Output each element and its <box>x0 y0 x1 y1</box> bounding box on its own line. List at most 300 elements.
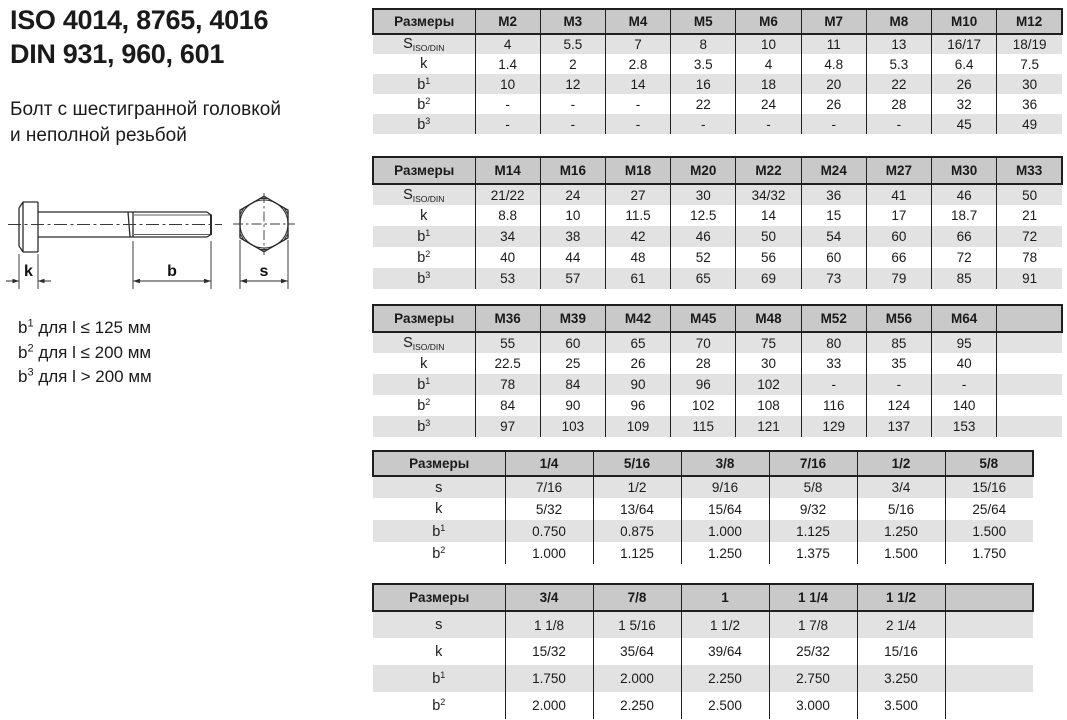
value-cell: 9/16 <box>681 476 769 498</box>
table-row <box>373 332 1062 353</box>
value-cell-empty <box>945 638 1033 665</box>
column-header: M24 <box>801 157 866 184</box>
value-cell: 30 <box>671 184 736 205</box>
value-cell: 14 <box>605 74 670 94</box>
value-cell: 2.250 <box>593 692 681 719</box>
column-header: 1 <box>681 584 769 611</box>
footnote-b2: $b^2$ для l ≤ 200 мм <box>18 341 152 362</box>
value-cell: 57 <box>540 268 605 289</box>
row-label: $b^2$ <box>373 395 475 416</box>
column-header: M12 <box>997 9 1062 34</box>
value-cell: 36 <box>801 184 866 205</box>
value-cell: 6.4 <box>932 54 997 74</box>
value-cell: 42 <box>605 226 670 247</box>
value-cell: 54 <box>801 226 866 247</box>
row-label: k <box>373 638 505 665</box>
value-cell: 66 <box>932 226 997 247</box>
header-label: Размеры <box>373 451 505 476</box>
footnote-b1: $b^1$ для l ≤ 125 мм <box>18 317 152 337</box>
value-cell: 1.000 <box>681 520 769 542</box>
value-cell: 75 <box>736 332 801 353</box>
column-header: 5/16 <box>593 451 681 476</box>
arrow-left-icon <box>133 279 140 284</box>
left-column <box>10 4 366 150</box>
column-header: M45 <box>671 305 736 332</box>
column-header: M64 <box>932 305 997 332</box>
dimension-s <box>240 240 288 289</box>
value-cell: 84 <box>475 395 540 416</box>
value-cell: 84 <box>540 374 605 395</box>
dimension-k <box>6 254 51 289</box>
value-cell: 78 <box>997 247 1062 268</box>
column-header-empty <box>945 584 1033 611</box>
subtitle-line-2: и неполной резьбой <box>10 125 187 147</box>
value-cell: 103 <box>540 416 605 437</box>
value-cell: 1.4 <box>475 54 540 74</box>
value-cell: 18 <box>736 74 801 94</box>
value-cell: 60 <box>540 332 605 353</box>
table-row <box>373 498 1033 520</box>
value-cell: 50 <box>997 184 1062 205</box>
table-row <box>373 114 1062 134</box>
header-label: Размеры <box>373 9 475 34</box>
row-label: $S_{ISO/DIN}$ <box>373 332 475 353</box>
value-cell: 41 <box>866 184 931 205</box>
value-cell: 3.5 <box>671 54 736 74</box>
value-cell: 65 <box>605 332 670 353</box>
column-header: 3/8 <box>681 451 769 476</box>
value-cell: 97 <box>475 416 540 437</box>
value-cell: 40 <box>475 247 540 268</box>
value-cell: 35 <box>866 353 931 374</box>
value-cell-empty <box>997 395 1062 416</box>
value-cell: 85 <box>866 332 931 353</box>
column-header-empty <box>997 305 1062 332</box>
value-cell: 34/32 <box>736 184 801 205</box>
value-cell: 1.125 <box>769 520 857 542</box>
value-cell: 66 <box>866 247 931 268</box>
column-header: M39 <box>540 305 605 332</box>
column-header: M8 <box>866 9 931 34</box>
page-subtitle <box>10 97 366 150</box>
value-cell-empty <box>997 374 1062 395</box>
value-cell-empty <box>997 416 1062 437</box>
column-header: M16 <box>540 157 605 184</box>
table-row <box>373 34 1062 54</box>
value-cell: - <box>866 114 931 134</box>
value-cell: 2 1/4 <box>857 611 945 638</box>
value-cell: 60 <box>866 226 931 247</box>
column-header: 1 1/4 <box>769 584 857 611</box>
value-cell: 102 <box>736 374 801 395</box>
value-cell: 10 <box>736 34 801 54</box>
row-label: $b^1$ <box>373 74 475 94</box>
footnotes <box>18 316 152 390</box>
value-cell: 22.5 <box>475 353 540 374</box>
value-cell: 7.5 <box>997 54 1062 74</box>
value-cell: 72 <box>997 226 1062 247</box>
table-row <box>373 205 1062 226</box>
value-cell: - <box>475 94 540 114</box>
value-cell: 85 <box>932 268 997 289</box>
value-cell: 12 <box>540 74 605 94</box>
value-cell: 56 <box>736 247 801 268</box>
value-cell: 25/64 <box>945 498 1033 520</box>
value-cell: 44 <box>540 247 605 268</box>
value-cell: 96 <box>605 395 670 416</box>
column-header: M27 <box>866 157 931 184</box>
value-cell: 26 <box>605 353 670 374</box>
footnote-b3: $b^3$ для l > 200 мм <box>18 366 152 387</box>
value-cell: 46 <box>671 226 736 247</box>
value-cell: 1.500 <box>945 520 1033 542</box>
table-row <box>373 74 1062 94</box>
arrow-left-icon <box>240 279 247 284</box>
column-header: M33 <box>997 157 1062 184</box>
value-cell: 1 7/8 <box>769 611 857 638</box>
value-cell: 61 <box>605 268 670 289</box>
column-header: 3/4 <box>505 584 593 611</box>
value-cell: 1/2 <box>593 476 681 498</box>
column-header: M56 <box>866 305 931 332</box>
row-label: $b^2$ <box>373 692 505 719</box>
dim-label-b: b <box>167 263 177 280</box>
value-cell: 15/16 <box>857 638 945 665</box>
value-cell: 34 <box>475 226 540 247</box>
value-cell: 2.250 <box>681 665 769 692</box>
value-cell: 1.250 <box>857 520 945 542</box>
value-cell: 1.750 <box>945 542 1033 564</box>
dimension-table-metric-m14-m33 <box>372 156 1063 289</box>
value-cell-empty <box>997 353 1062 374</box>
value-cell: 39/64 <box>681 638 769 665</box>
value-cell: - <box>932 374 997 395</box>
value-cell: 140 <box>932 395 997 416</box>
value-cell: 30 <box>736 353 801 374</box>
table-row <box>373 611 1033 638</box>
column-header: M30 <box>932 157 997 184</box>
value-cell: 79 <box>866 268 931 289</box>
value-cell: 121 <box>736 416 801 437</box>
value-cell: 124 <box>866 395 931 416</box>
value-cell: 50 <box>736 226 801 247</box>
value-cell: 12.5 <box>671 205 736 226</box>
header-row <box>373 584 1033 611</box>
value-cell: 1 1/2 <box>681 611 769 638</box>
value-cell: 1.500 <box>857 542 945 564</box>
value-cell: 16/17 <box>932 34 997 54</box>
column-header: 1/4 <box>505 451 593 476</box>
value-cell: 116 <box>801 395 866 416</box>
value-cell: 153 <box>932 416 997 437</box>
header-row <box>373 305 1062 332</box>
value-cell: 1.375 <box>769 542 857 564</box>
row-label: s <box>373 611 505 638</box>
column-header: M4 <box>605 9 670 34</box>
value-cell: 1.000 <box>505 542 593 564</box>
value-cell: 1.125 <box>593 542 681 564</box>
row-label: $b^1$ <box>373 226 475 247</box>
dim-label-k: k <box>24 263 33 280</box>
row-label: k <box>373 353 475 374</box>
dimension-table-imperial-large <box>372 583 1034 719</box>
value-cell: 28 <box>671 353 736 374</box>
value-cell: 129 <box>801 416 866 437</box>
value-cell: 69 <box>736 268 801 289</box>
value-cell: 108 <box>736 395 801 416</box>
value-cell: 13/64 <box>593 498 681 520</box>
header-label: Размеры <box>373 584 505 611</box>
column-header: M14 <box>475 157 540 184</box>
value-cell: - <box>801 374 866 395</box>
column-header: M20 <box>671 157 736 184</box>
row-label: s <box>373 476 505 498</box>
table-row <box>373 94 1062 114</box>
value-cell: 55 <box>475 332 540 353</box>
value-cell: 2.500 <box>681 692 769 719</box>
arrow-right-icon <box>281 279 288 284</box>
table-row <box>373 184 1062 205</box>
value-cell: 2.000 <box>593 665 681 692</box>
value-cell-empty <box>945 665 1033 692</box>
value-cell: 0.750 <box>505 520 593 542</box>
hex-center-cross <box>233 193 295 255</box>
page-title <box>10 4 366 72</box>
row-label: k <box>373 498 505 520</box>
table-row <box>373 374 1062 395</box>
value-cell: 11 <box>801 34 866 54</box>
value-cell: 21/22 <box>475 184 540 205</box>
table-row <box>373 665 1033 692</box>
row-label: $b^3$ <box>373 416 475 437</box>
row-label: $b^2$ <box>373 247 475 268</box>
value-cell: - <box>866 374 931 395</box>
value-cell: 15/64 <box>681 498 769 520</box>
header-label: Размеры <box>373 157 475 184</box>
row-label: k <box>373 54 475 74</box>
value-cell: 8 <box>671 34 736 54</box>
value-cell: 24 <box>540 184 605 205</box>
subtitle-line-1: Болт с шестигранной головкой <box>10 98 281 120</box>
value-cell-empty <box>997 332 1062 353</box>
value-cell: 18.7 <box>932 205 997 226</box>
value-cell: 95 <box>932 332 997 353</box>
value-cell: 78 <box>475 374 540 395</box>
column-header: M22 <box>736 157 801 184</box>
value-cell: 20 <box>801 74 866 94</box>
row-label: $S_{ISO/DIN}$ <box>373 34 475 54</box>
value-cell: 24 <box>736 94 801 114</box>
value-cell: 46 <box>932 184 997 205</box>
value-cell: 4.8 <box>801 54 866 74</box>
value-cell: 8.8 <box>475 205 540 226</box>
value-cell: 48 <box>605 247 670 268</box>
value-cell: 2 <box>540 54 605 74</box>
title-din-line: DIN 931, 960, 601 <box>10 38 225 69</box>
value-cell: 32 <box>932 94 997 114</box>
value-cell: - <box>540 94 605 114</box>
dimension-table-imperial-small <box>372 450 1034 564</box>
column-header: M52 <box>801 305 866 332</box>
column-header: M42 <box>605 305 670 332</box>
value-cell: 3.500 <box>857 692 945 719</box>
value-cell: 3.250 <box>857 665 945 692</box>
arrow-right-icon <box>204 279 211 284</box>
value-cell: 11.5 <box>605 205 670 226</box>
table-row <box>373 416 1062 437</box>
value-cell: 5.3 <box>866 54 931 74</box>
tables-column <box>372 8 1067 719</box>
value-cell: 5/16 <box>857 498 945 520</box>
value-cell: 4 <box>736 54 801 74</box>
value-cell: 49 <box>997 114 1062 134</box>
column-header: 1 1/2 <box>857 584 945 611</box>
value-cell: 25 <box>540 353 605 374</box>
value-cell: 26 <box>932 74 997 94</box>
row-label: $b^1$ <box>373 520 505 542</box>
value-cell: 30 <box>997 74 1062 94</box>
column-header: M18 <box>605 157 670 184</box>
value-cell: 96 <box>671 374 736 395</box>
value-cell: 36 <box>997 94 1062 114</box>
value-cell: 38 <box>540 226 605 247</box>
value-cell: - <box>671 114 736 134</box>
value-cell: 102 <box>671 395 736 416</box>
arrow-left-icon <box>38 279 45 284</box>
value-cell: 15 <box>801 205 866 226</box>
column-header: M3 <box>540 9 605 34</box>
value-cell: 73 <box>801 268 866 289</box>
value-cell: 2.8 <box>605 54 670 74</box>
value-cell: 52 <box>671 247 736 268</box>
value-cell-empty <box>945 692 1033 719</box>
value-cell-empty <box>945 611 1033 638</box>
value-cell: 137 <box>866 416 931 437</box>
value-cell: 7/16 <box>505 476 593 498</box>
value-cell: 2.750 <box>769 665 857 692</box>
value-cell: 5/32 <box>505 498 593 520</box>
row-label: $S_{ISO/DIN}$ <box>373 184 475 205</box>
table-row <box>373 476 1033 498</box>
value-cell: 15/16 <box>945 476 1033 498</box>
value-cell: 17 <box>866 205 931 226</box>
value-cell: 33 <box>801 353 866 374</box>
column-header: M2 <box>475 9 540 34</box>
value-cell: 80 <box>801 332 866 353</box>
table-row <box>373 268 1062 289</box>
row-label: $b^1$ <box>373 374 475 395</box>
value-cell: 18/19 <box>997 34 1062 54</box>
table-row <box>373 520 1033 542</box>
column-header: 1/2 <box>857 451 945 476</box>
value-cell: 1.750 <box>505 665 593 692</box>
table-row <box>373 353 1062 374</box>
value-cell: 109 <box>605 416 670 437</box>
value-cell: 3.000 <box>769 692 857 719</box>
column-header: M6 <box>736 9 801 34</box>
value-cell: 16 <box>671 74 736 94</box>
value-cell: - <box>605 94 670 114</box>
dim-label-s: s <box>259 263 269 280</box>
row-label: $b^3$ <box>373 268 475 289</box>
row-label: $b^2$ <box>373 542 505 564</box>
column-header: M48 <box>736 305 801 332</box>
column-header: M36 <box>475 305 540 332</box>
arrow-right-icon <box>13 279 20 284</box>
value-cell: 14 <box>736 205 801 226</box>
value-cell: 0.875 <box>593 520 681 542</box>
value-cell: 13 <box>866 34 931 54</box>
column-header: 5/8 <box>945 451 1033 476</box>
value-cell: 1 1/8 <box>505 611 593 638</box>
value-cell: 25/32 <box>769 638 857 665</box>
value-cell: 22 <box>866 74 931 94</box>
value-cell: - <box>801 114 866 134</box>
row-label: k <box>373 205 475 226</box>
value-cell: 7 <box>605 34 670 54</box>
row-label: $b^1$ <box>373 665 505 692</box>
bolt-technical-drawing <box>0 185 330 307</box>
value-cell: 35/64 <box>593 638 681 665</box>
column-header: M10 <box>932 9 997 34</box>
row-label: $b^2$ <box>373 94 475 114</box>
value-cell: 5/8 <box>769 476 857 498</box>
value-cell: 5.5 <box>540 34 605 54</box>
value-cell: - <box>605 114 670 134</box>
value-cell: 53 <box>475 268 540 289</box>
dimension-table-metric-m2-m12 <box>372 8 1063 134</box>
header-row <box>373 157 1062 184</box>
value-cell: 45 <box>932 114 997 134</box>
value-cell: 9/32 <box>769 498 857 520</box>
column-header: M5 <box>671 9 736 34</box>
value-cell: 3/4 <box>857 476 945 498</box>
table-row <box>373 542 1033 564</box>
value-cell: 90 <box>605 374 670 395</box>
header-row <box>373 9 1062 34</box>
value-cell: 40 <box>932 353 997 374</box>
dimension-b <box>133 241 211 289</box>
table-row <box>373 247 1062 268</box>
value-cell: 28 <box>866 94 931 114</box>
value-cell: 27 <box>605 184 670 205</box>
table-row <box>373 692 1033 719</box>
bolt-head-side-view <box>19 202 38 252</box>
value-cell: 10 <box>540 205 605 226</box>
value-cell: 115 <box>671 416 736 437</box>
dimension-table-metric-m36-m64 <box>372 304 1063 437</box>
value-cell: 26 <box>801 94 866 114</box>
column-header: M7 <box>801 9 866 34</box>
table-row <box>373 54 1062 74</box>
column-header: 7/16 <box>769 451 857 476</box>
value-cell: 91 <box>997 268 1062 289</box>
value-cell: 65 <box>671 268 736 289</box>
value-cell: 1.250 <box>681 542 769 564</box>
value-cell: 60 <box>801 247 866 268</box>
value-cell: - <box>475 114 540 134</box>
table-row <box>373 395 1062 416</box>
value-cell: 70 <box>671 332 736 353</box>
value-cell: - <box>540 114 605 134</box>
value-cell: 4 <box>475 34 540 54</box>
value-cell: 22 <box>671 94 736 114</box>
value-cell: 2.000 <box>505 692 593 719</box>
value-cell: 21 <box>997 205 1062 226</box>
header-label: Размеры <box>373 305 475 332</box>
title-iso-line: ISO 4014, 8765, 4016 <box>10 5 269 35</box>
row-label: $b^3$ <box>373 114 475 134</box>
